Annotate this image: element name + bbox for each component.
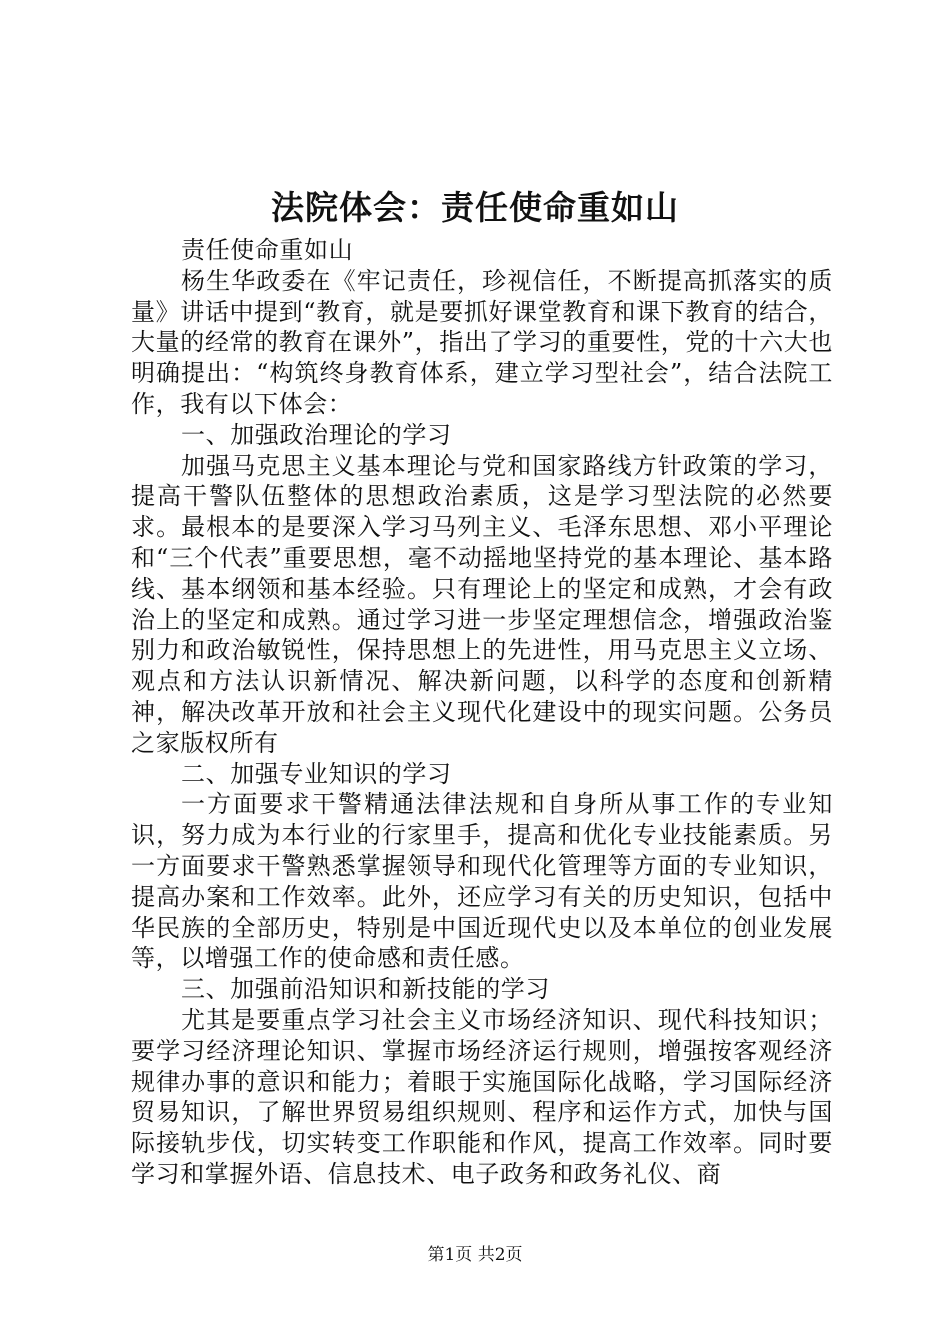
page-footer: 第1页 共2页 [427, 1245, 523, 1265]
paragraph-section-2: 一方面要求干警精通法律法规和自身所从事工作的专业知识，努力成为本行业的行家里手，提高和优化专业技能素质。另一方面要求干警熟悉掌握领导和现代化管理等方面的专业知识，提高办案和工作效率。此外，还应学习有关的历史知识，包括中华民族的全部历史，特别是中国近现代史以及本单位的创业发展等，以增强工作的使命感和责任感。 [131, 790, 833, 973]
paragraph-intro: 杨生华政委在《牢记责任，珍视信任，不断提高抓落实的质量》讲话中提到“教育，就是要抓好课堂教育和课下教育的结合，大量的经常的教育在课外”，指出了学习的重要性，党的十六大也明确提出：“构筑终身教育体系，建立学习型社会”，结合法院工作，我有以下体会： [131, 266, 833, 418]
document-body [131, 235, 833, 1190]
section-heading-2: 二、加强专业知识的学习 [181, 759, 452, 788]
paragraph-section-1: 加强马克思主义基本理论与党和国家路线方针政策的学习，提高干警队伍整体的思想政治素质，这是学习型法院的必然要求。最根本的是要深入学习马列主义、毛泽东思想、邓小平理论和“三个代表”重要思想，毫不动摇地坚持党的基本理论、基本路线、基本纲领和基本经验。只有理论上的坚定和成熟，才会有政治上的坚定和成熟。通过学习进一步坚定理想信念，增强政治鉴别力和政治敏锐性，保持思想上的先进性，用马克思主义立场、观点和方法认识新情况、解决新问题，以科学的态度和创新精神，解决改革开放和社会主义现代化建设中的现实问题。公务员之家版权所有 [131, 451, 833, 757]
section-heading-3: 三、加强前沿知识和新技能的学习 [181, 975, 550, 1004]
paragraph-section-3: 尤其是要重点学习社会主义市场经济知识、现代科技知识；要学习经济理论知识、掌握市场经济运行规则，增强按客观经济规律办事的意识和能力；着眼于实施国际化战略，学习国际经济贸易知识，了解世界贸易组织规则、程序和运作方式，加快与国际接轨步伐，切实转变工作职能和作风，提高工作效率。同时要学习和掌握外语、信息技术、电子政务和政务礼仪、商 [131, 1005, 833, 1188]
section-heading-1: 一、加强政治理论的学习 [181, 420, 452, 449]
paragraph-subtitle: 责任使命重如山 [181, 236, 354, 264]
document-title: 法院体会：责任使命重如山 [271, 188, 679, 227]
